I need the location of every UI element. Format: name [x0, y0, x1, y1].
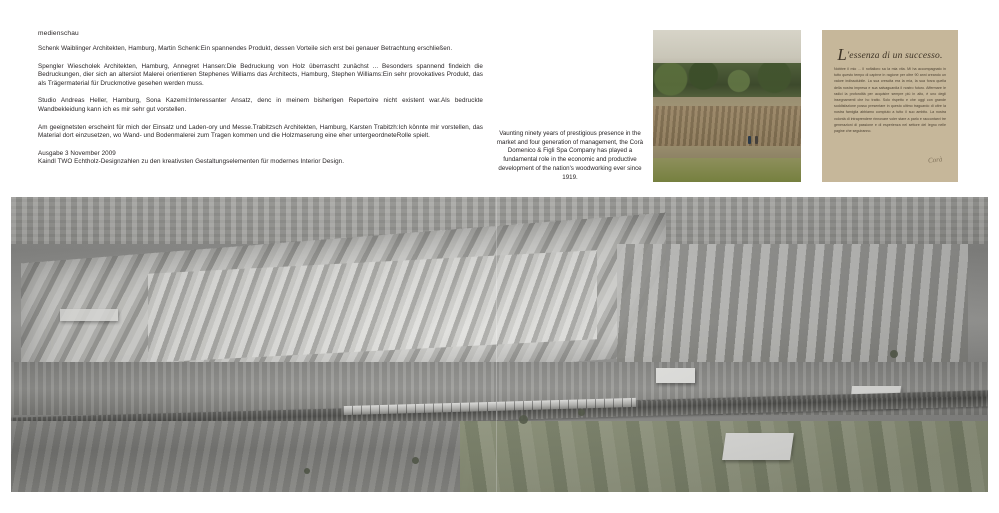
medienschau-text-column	[38, 30, 483, 167]
section-heading: medienschau	[38, 30, 79, 37]
paragraph-4: Am geeignetsten erscheint für mich der Einsatz und Laden-ory und Messe.Trabitzsch Architekten, Hamburg, Karsten Trabitzh:Ich könnte mir vorstellen, das Material dort einzusetzen, wo Wand- und Bodenmalerei zum Tragen kommen und die Holzmaserung eine eher untergeordneteRolle spielt.	[38, 123, 483, 140]
panel-title	[822, 45, 958, 64]
aerial-vignette	[11, 197, 988, 492]
paragraph-3: Studio Andreas Heller, Hamburg, Sona Kazemi:Interessanter Ansatz, denc in meinem bisherigen Repertoire nicht existent war.Als bedruckte Wandbekleidung kann ich es mir sehr gut vorstellen.	[38, 97, 483, 113]
paragraph-2: Spengler Wiescholek Architekten, Hamburg, Annegret Hansen:Die Bedruckung von Holz überrascht zunächst ... Besonders spannend findeich die Bedruckungen, dier sich an altersiot Malerei orientieren Stephenes Williams das Architects, Hamburg, Stephen Williams:Ein sehr provokatives Produkt, das als Trägermaterial für Druckmotive gesehen werden muss.	[38, 62, 483, 87]
paragraph-1: Schenk Waiblinger Architekten, Hamburg, Martin Schenk:Ein spannendes Produkt, dessen Vorteile sich erst bei genauer Betrachtung erschließen.	[38, 45, 453, 52]
photo-person	[755, 136, 758, 144]
aerial-photo	[11, 197, 988, 492]
closing-line: Kaindl TWO Echtholz-Designzahlen zu den kreativsten Gestaltungselementen für modernes Interior Design.	[38, 158, 344, 166]
panel-signature: Corà	[927, 155, 943, 165]
panel-title-rest: 'essenza di un successo.	[847, 51, 943, 61]
photo-person	[748, 136, 751, 144]
photo-caption: Vaunting ninety years of prestigious presence in the market and four generation of management, the Corà Domenico & Figli Spa Company has played a fundamental role in the economic and productive development of the nation's woodworking ever since 1919.	[496, 130, 644, 181]
issue-line: Ausgabe 3 November 2009	[38, 149, 116, 157]
timber-yard-photo	[653, 30, 801, 182]
panel-title-dropcap: L	[837, 45, 848, 64]
panel-body-text: Nobbre il mio ... Il nofialloro sa la mia vita. Mi ha accompagnato in tutto questo tempo di capirne in ragione per oltre 90 anni creando un valore indissolubile. La sua crescita era la mia, la sua forza quella della nostra impresa e sua salvaguardia il nostro futuro. Affermare le radici la profondità per acquisire sempre più in alto, è uno degli insegnamenti che ho tratto. Solo rispetto e che oggi con grande soddisfazione posso presentare in questo ultimo traguardo di oltre la nostra famiglia abbiamo compiuto a tutto il suo ambito. La nostra volontà di intraprendere rinnovare voler stare a parlo e raccontarvi tre generazioni di passione e di esperienza nel settore del legno nelle pagine che seguiranno.	[834, 67, 946, 134]
photo-log-pile	[653, 106, 801, 146]
essenza-panel	[822, 30, 958, 182]
photo-foreground-field	[653, 158, 801, 182]
